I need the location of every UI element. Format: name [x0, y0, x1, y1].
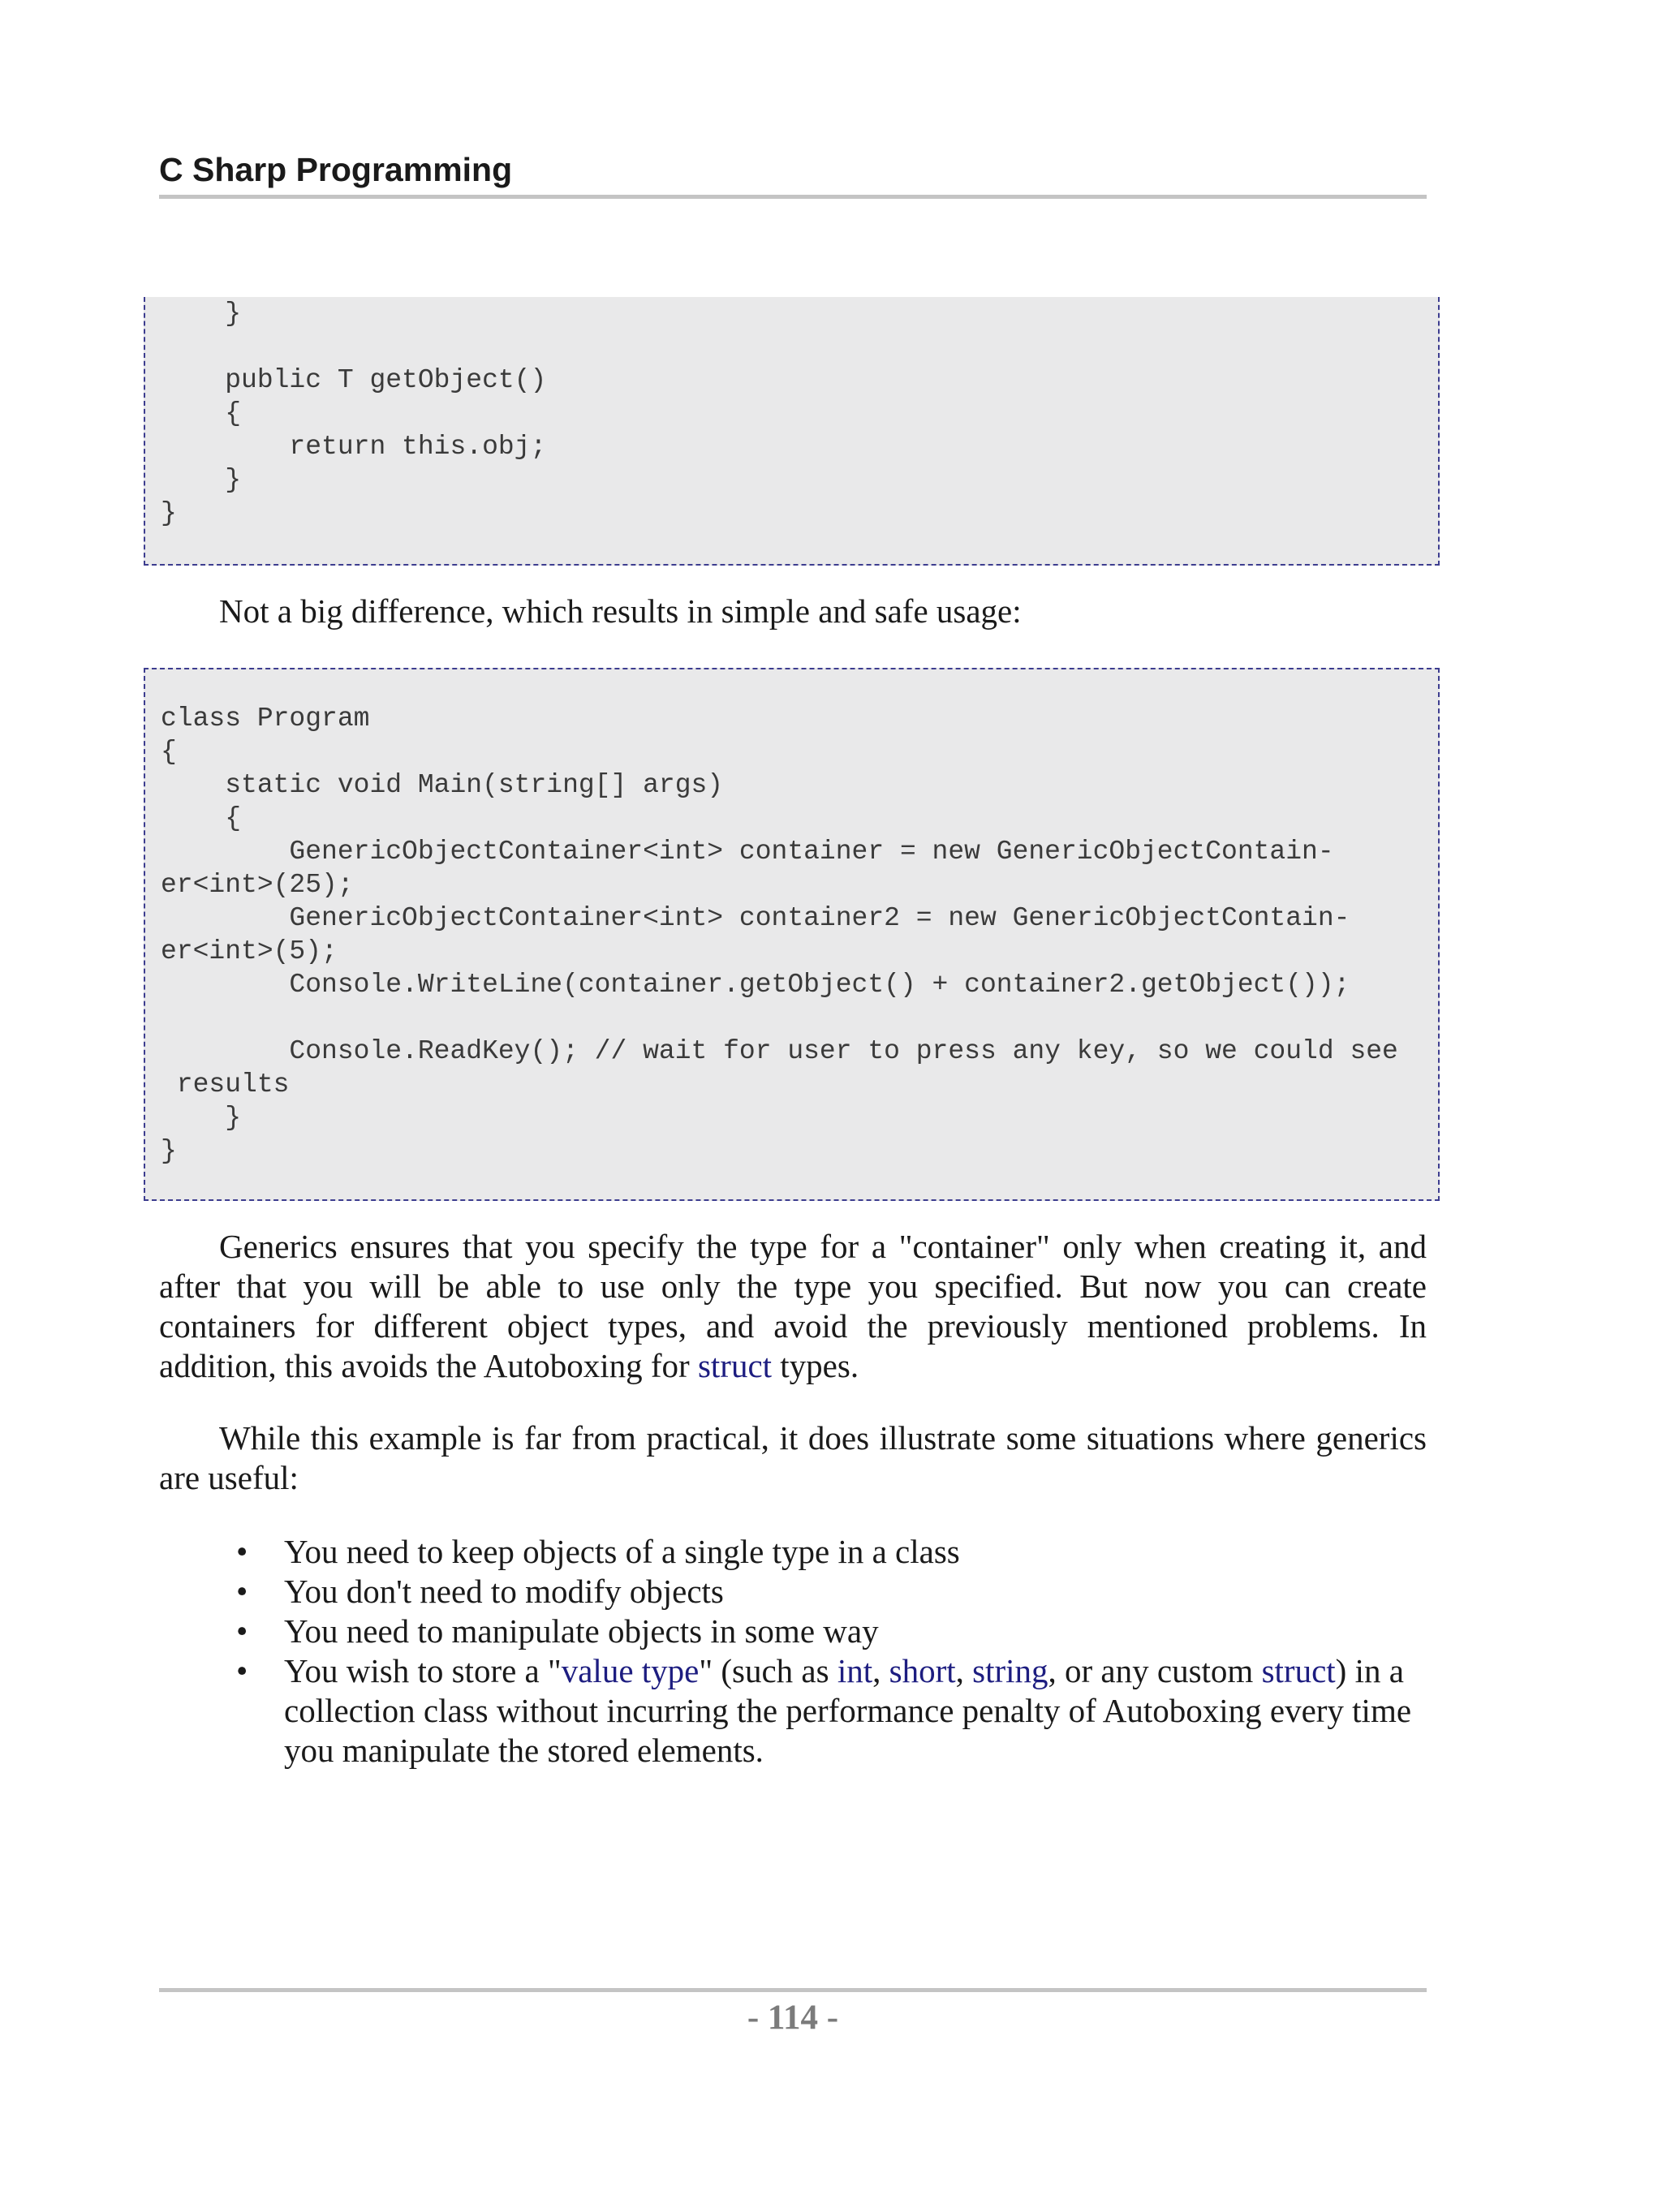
code-line: { — [161, 737, 177, 767]
code-line: Console.WriteLine(container.getObject() + container2.getObject()); — [161, 970, 1350, 1000]
list-item — [159, 1651, 1427, 1771]
code-line: er<int>(5); — [161, 936, 338, 966]
generics-text-end: types. — [772, 1347, 859, 1384]
code-block-getobject — [144, 297, 1440, 566]
list-item-text: ) in a collection class without incurring the performance penalty of Autoboxing every time you manipulate the stored elements. — [284, 1652, 1412, 1769]
code-line: public T getObject() — [161, 365, 547, 395]
code-line: GenericObjectContainer<int> container = new GenericObjectContain- — [161, 837, 1334, 867]
int-link[interactable]: int — [837, 1652, 873, 1689]
code-block-program — [144, 668, 1440, 1201]
list-item-text: You don't need to modify objects — [284, 1573, 724, 1610]
bullet-marker: • — [236, 1652, 248, 1689]
code-line: GenericObjectContainer<int> container2 = new GenericObjectContain- — [161, 903, 1350, 933]
code-line: er<int>(25); — [161, 870, 354, 900]
code-line: results — [161, 1069, 290, 1100]
generics-text: Generics ensures that you specify the type for a "container" only when creating it, and after that you will be able to use only the type you specified. But now you can create containers for different object types, and avoid the previously mentioned problems. In addition, this avoids the Autoboxing for — [159, 1228, 1427, 1384]
header-rule — [159, 195, 1427, 199]
use-cases-list — [159, 1532, 1427, 1771]
code-line: } — [161, 1136, 177, 1166]
code-line: class Program — [161, 704, 370, 734]
code-line: Console.ReadKey(); // wait for user to press any key, so we could see — [161, 1036, 1398, 1066]
bullet-marker: • — [236, 1533, 248, 1570]
list-item-text: You need to keep objects of a single type in a class — [284, 1533, 960, 1570]
code-line: } — [161, 498, 177, 528]
list-item-text: , — [955, 1652, 973, 1689]
code-line: } — [161, 1103, 242, 1133]
list-item-text: " (such as — [699, 1652, 837, 1689]
code-line: static void Main(string[] args) — [161, 770, 724, 800]
struct-link[interactable]: struct — [697, 1347, 773, 1384]
code-line: { — [161, 803, 242, 833]
struct-link[interactable]: struct — [1261, 1652, 1336, 1689]
bullet-marker: • — [236, 1573, 248, 1610]
list-item — [159, 1612, 1427, 1651]
value-type-link[interactable]: value type — [561, 1652, 700, 1689]
list-item-text: , or any custom — [1048, 1652, 1262, 1689]
code-line — [161, 330, 1438, 364]
list-item-text: , — [872, 1652, 889, 1689]
list-item-text: You wish to store a " — [284, 1652, 562, 1689]
code-line: } — [161, 299, 242, 329]
example-paragraph: While this example is far from practical, it does illustrate some situations where generics are useful: — [159, 1419, 1427, 1496]
code-line: } — [161, 465, 242, 495]
intro-paragraph: Not a big difference, which results in simple and safe usage: — [219, 592, 1022, 630]
footer-rule — [159, 1988, 1427, 1992]
list-item — [159, 1532, 1427, 1572]
list-item — [159, 1572, 1427, 1612]
code-line — [161, 1001, 1438, 1035]
code-line: return this.obj; — [161, 432, 547, 462]
page-number: - 114 - — [747, 1999, 839, 2037]
code-line: { — [161, 398, 242, 428]
list-item-text: You need to manipulate objects in some way — [284, 1612, 879, 1650]
bullet-marker: • — [236, 1612, 248, 1650]
short-link[interactable]: short — [889, 1652, 956, 1689]
page-header-title: C Sharp Programming — [159, 151, 513, 188]
string-link[interactable]: string — [972, 1652, 1048, 1689]
generics-paragraph — [159, 1227, 1427, 1386]
